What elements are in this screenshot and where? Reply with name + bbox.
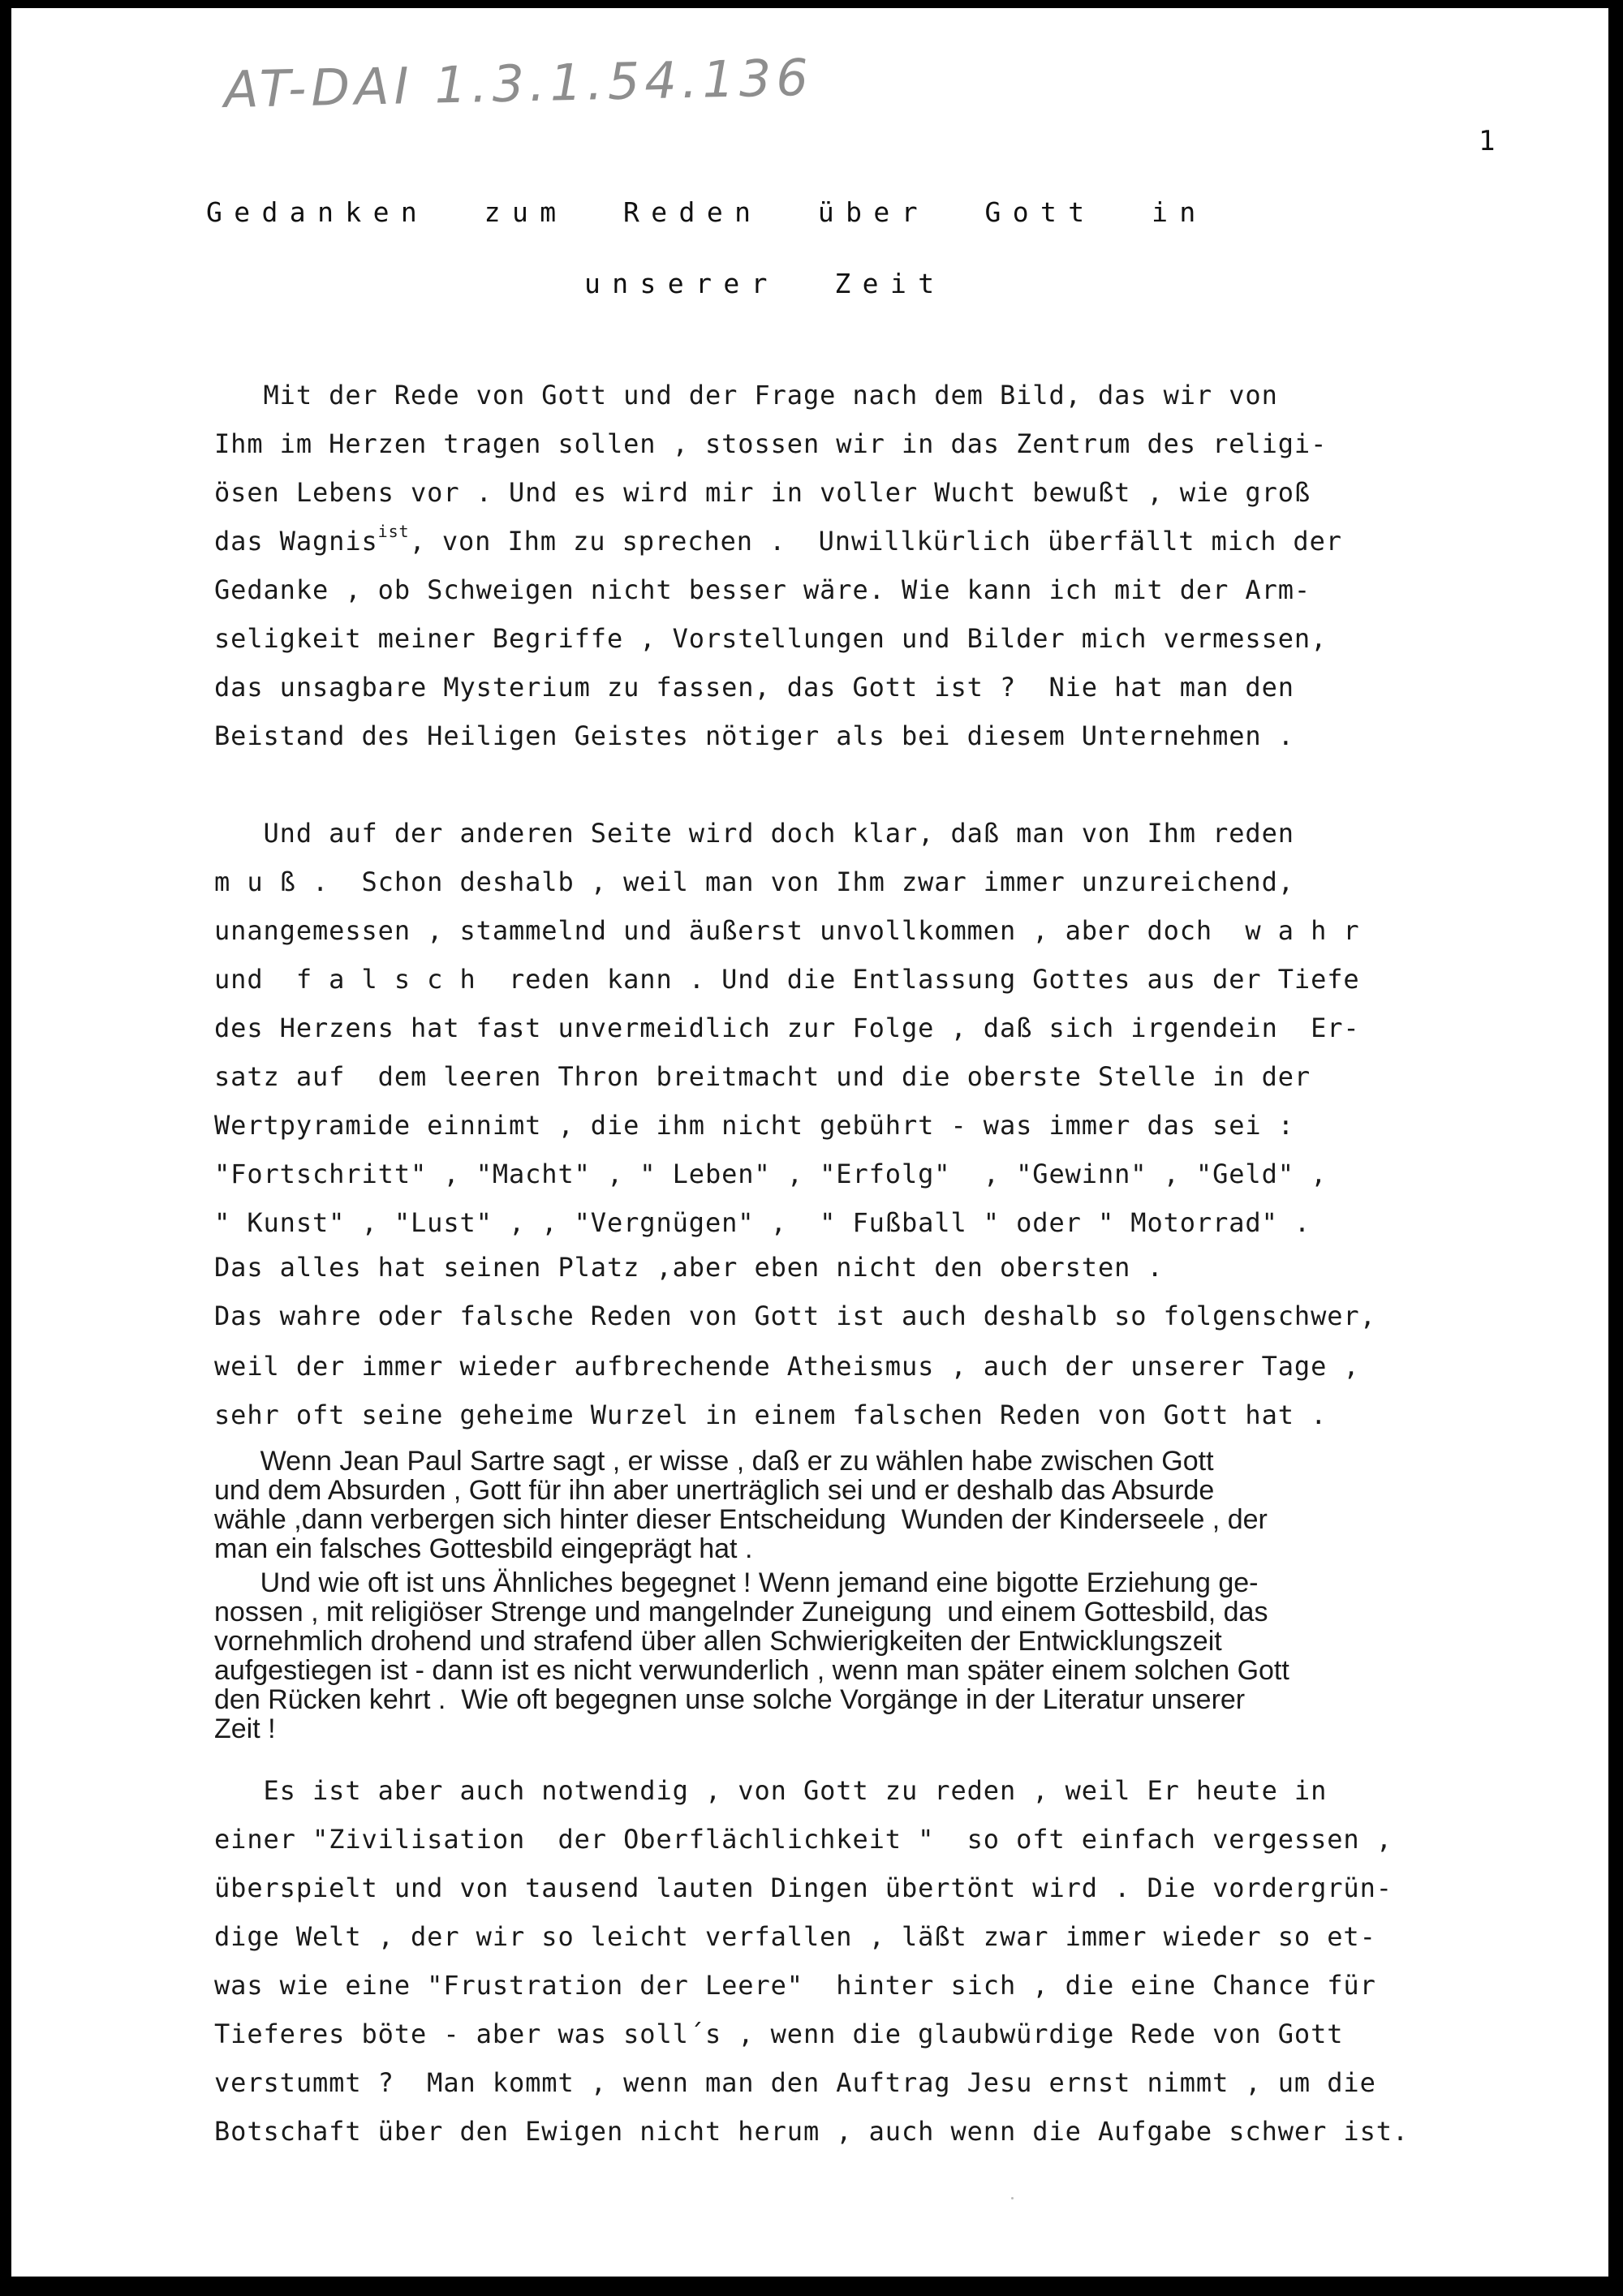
text-line: wähle ,dann verbergen sich hinter dieser Entscheidung Wunden der Kinderseele , der (214, 1504, 1268, 1535)
text-line: Das wahre oder falsche Reden von Gott ist auch deshalb so folgenschwer, (214, 1301, 1376, 1331)
text-line: nossen , mit religiöser Strenge und mangelnder Zuneigung und einem Gottesbild, das (214, 1597, 1268, 1627)
text-line: Und wie oft ist uns Ähnliches begegnet ! Wenn jemand eine bigotte Erziehung ge- (214, 1567, 1259, 1598)
text-line: vornehmlich drohend und strafend über allen Schwierigkeiten der Entwicklungszeit (214, 1626, 1222, 1657)
text-line: Wenn Jean Paul Sartre sagt , er wisse , daß er zu wählen habe zwischen Gott (214, 1446, 1214, 1477)
text-line: Und auf der anderen Seite wird doch klar, daß man von Ihm reden (214, 818, 1294, 849)
text-line: dige Welt , der wir so leicht verfallen , läßt zwar immer wieder so et- (214, 1921, 1376, 1952)
text-line: Das alles hat seinen Platz ,aber eben nicht den obersten . (214, 1252, 1164, 1283)
text-line: Mit der Rede von Gott und der Frage nach dem Bild, das wir von (214, 380, 1278, 411)
text-line: einer "Zivilisation der Oberflächlichkeit " so oft einfach vergessen , (214, 1824, 1393, 1855)
title-line-1: Gedanken zum Reden über Gott in (206, 196, 1208, 228)
text-line: überspielt und von tausend lauten Dingen übertönt wird . Die vordergrün- (214, 1872, 1393, 1903)
title-line-2: unserer Zeit (584, 268, 946, 299)
text-line: weil der immer wieder aufbrechende Atheismus , auch der unserer Tage , (214, 1351, 1360, 1382)
text-line: Wertpyramide einnimt , die ihm nicht gebührt - was immer das sei : (214, 1110, 1294, 1141)
text-line: Es ist aber auch notwendig , von Gott zu reden , weil Er heute in (214, 1775, 1328, 1806)
text-line: Beistand des Heiligen Geistes nötiger als bei diesem Unternehmen . (214, 720, 1294, 751)
text-line: das unsagbare Mysterium zu fassen, das Gott ist ? Nie hat man den (214, 672, 1294, 703)
text-line: unangemessen , stammelnd und äußerst unvollkommen , aber doch w a h r (214, 915, 1360, 946)
text-segment: das Wagnis (214, 526, 378, 557)
text-line: Zeit ! (214, 1713, 276, 1744)
text-line: sehr oft seine geheime Wurzel in einem falschen Reden von Gott hat . (214, 1400, 1328, 1430)
text-line: Botschaft über den Ewigen nicht herum , auch wenn die Aufgabe schwer ist. (214, 2116, 1410, 2147)
text-line: des Herzens hat fast unvermeidlich zur Folge , daß sich irgendein Er- (214, 1013, 1360, 1043)
text-line: Ihm im Herzen tragen sollen , stossen wir in das Zentrum des religi- (214, 428, 1328, 459)
document-page (11, 8, 1608, 2277)
text-line: aufgestiegen ist - dann ist es nicht verwunderlich , wenn man später einem solchen Gott (214, 1655, 1289, 1686)
text-line: und dem Absurden , Gott für ihn aber unerträglich sei und er deshalb das Absurde (214, 1475, 1215, 1506)
text-line: verstummt ? Man kommt , wenn man den Auftrag Jesu ernst nimmt , um die (214, 2067, 1376, 2098)
page-number: 1 (1479, 125, 1496, 157)
paper-speck (1011, 2197, 1014, 2199)
text-line: was wie eine "Frustration der Leere" hinter sich , die eine Chance für (214, 1970, 1376, 2001)
text-line: und f a l s c h reden kann . Und die Entlassung Gottes aus der Tiefe (214, 964, 1360, 995)
text-line: seligkeit meiner Begriffe , Vorstellungen und Bilder mich vermessen, (214, 623, 1328, 654)
text-line: " Kunst" , "Lust" , , "Vergnügen" , " Fußball " oder " Motorrad" . (214, 1207, 1311, 1238)
archive-signature: AT-DAI 1.3.1.54.136 (223, 47, 814, 119)
text-line: Tieferes böte - aber was soll´s , wenn die glaubwürdige Rede von Gott (214, 2019, 1344, 2049)
text-line: m u ß . Schon deshalb , weil man von Ihm zwar immer unzureichend, (214, 866, 1294, 897)
text-line-wagnis (214, 522, 1342, 557)
insertion-superscript: ist (377, 522, 410, 541)
text-line: man ein falsches Gottesbild eingeprägt hat . (214, 1533, 753, 1564)
text-line: "Fortschritt" , "Macht" , " Leben" , "Erfolg" , "Gewinn" , "Geld" , (214, 1159, 1328, 1189)
text-line: den Rücken kehrt . Wie oft begegnen unse solche Vorgänge in der Literatur unserer (214, 1684, 1246, 1715)
text-line: ösen Lebens vor . Und es wird mir in voller Wucht bewußt , wie groß (214, 477, 1311, 508)
text-line: satz auf dem leeren Thron breitmacht und die oberste Stelle in der (214, 1061, 1311, 1092)
text-segment: , von Ihm zu sprechen . Unwillkürlich überfällt mich der (409, 526, 1342, 557)
text-line: Gedanke , ob Schweigen nicht besser wäre. Wie kann ich mit der Arm- (214, 574, 1311, 605)
